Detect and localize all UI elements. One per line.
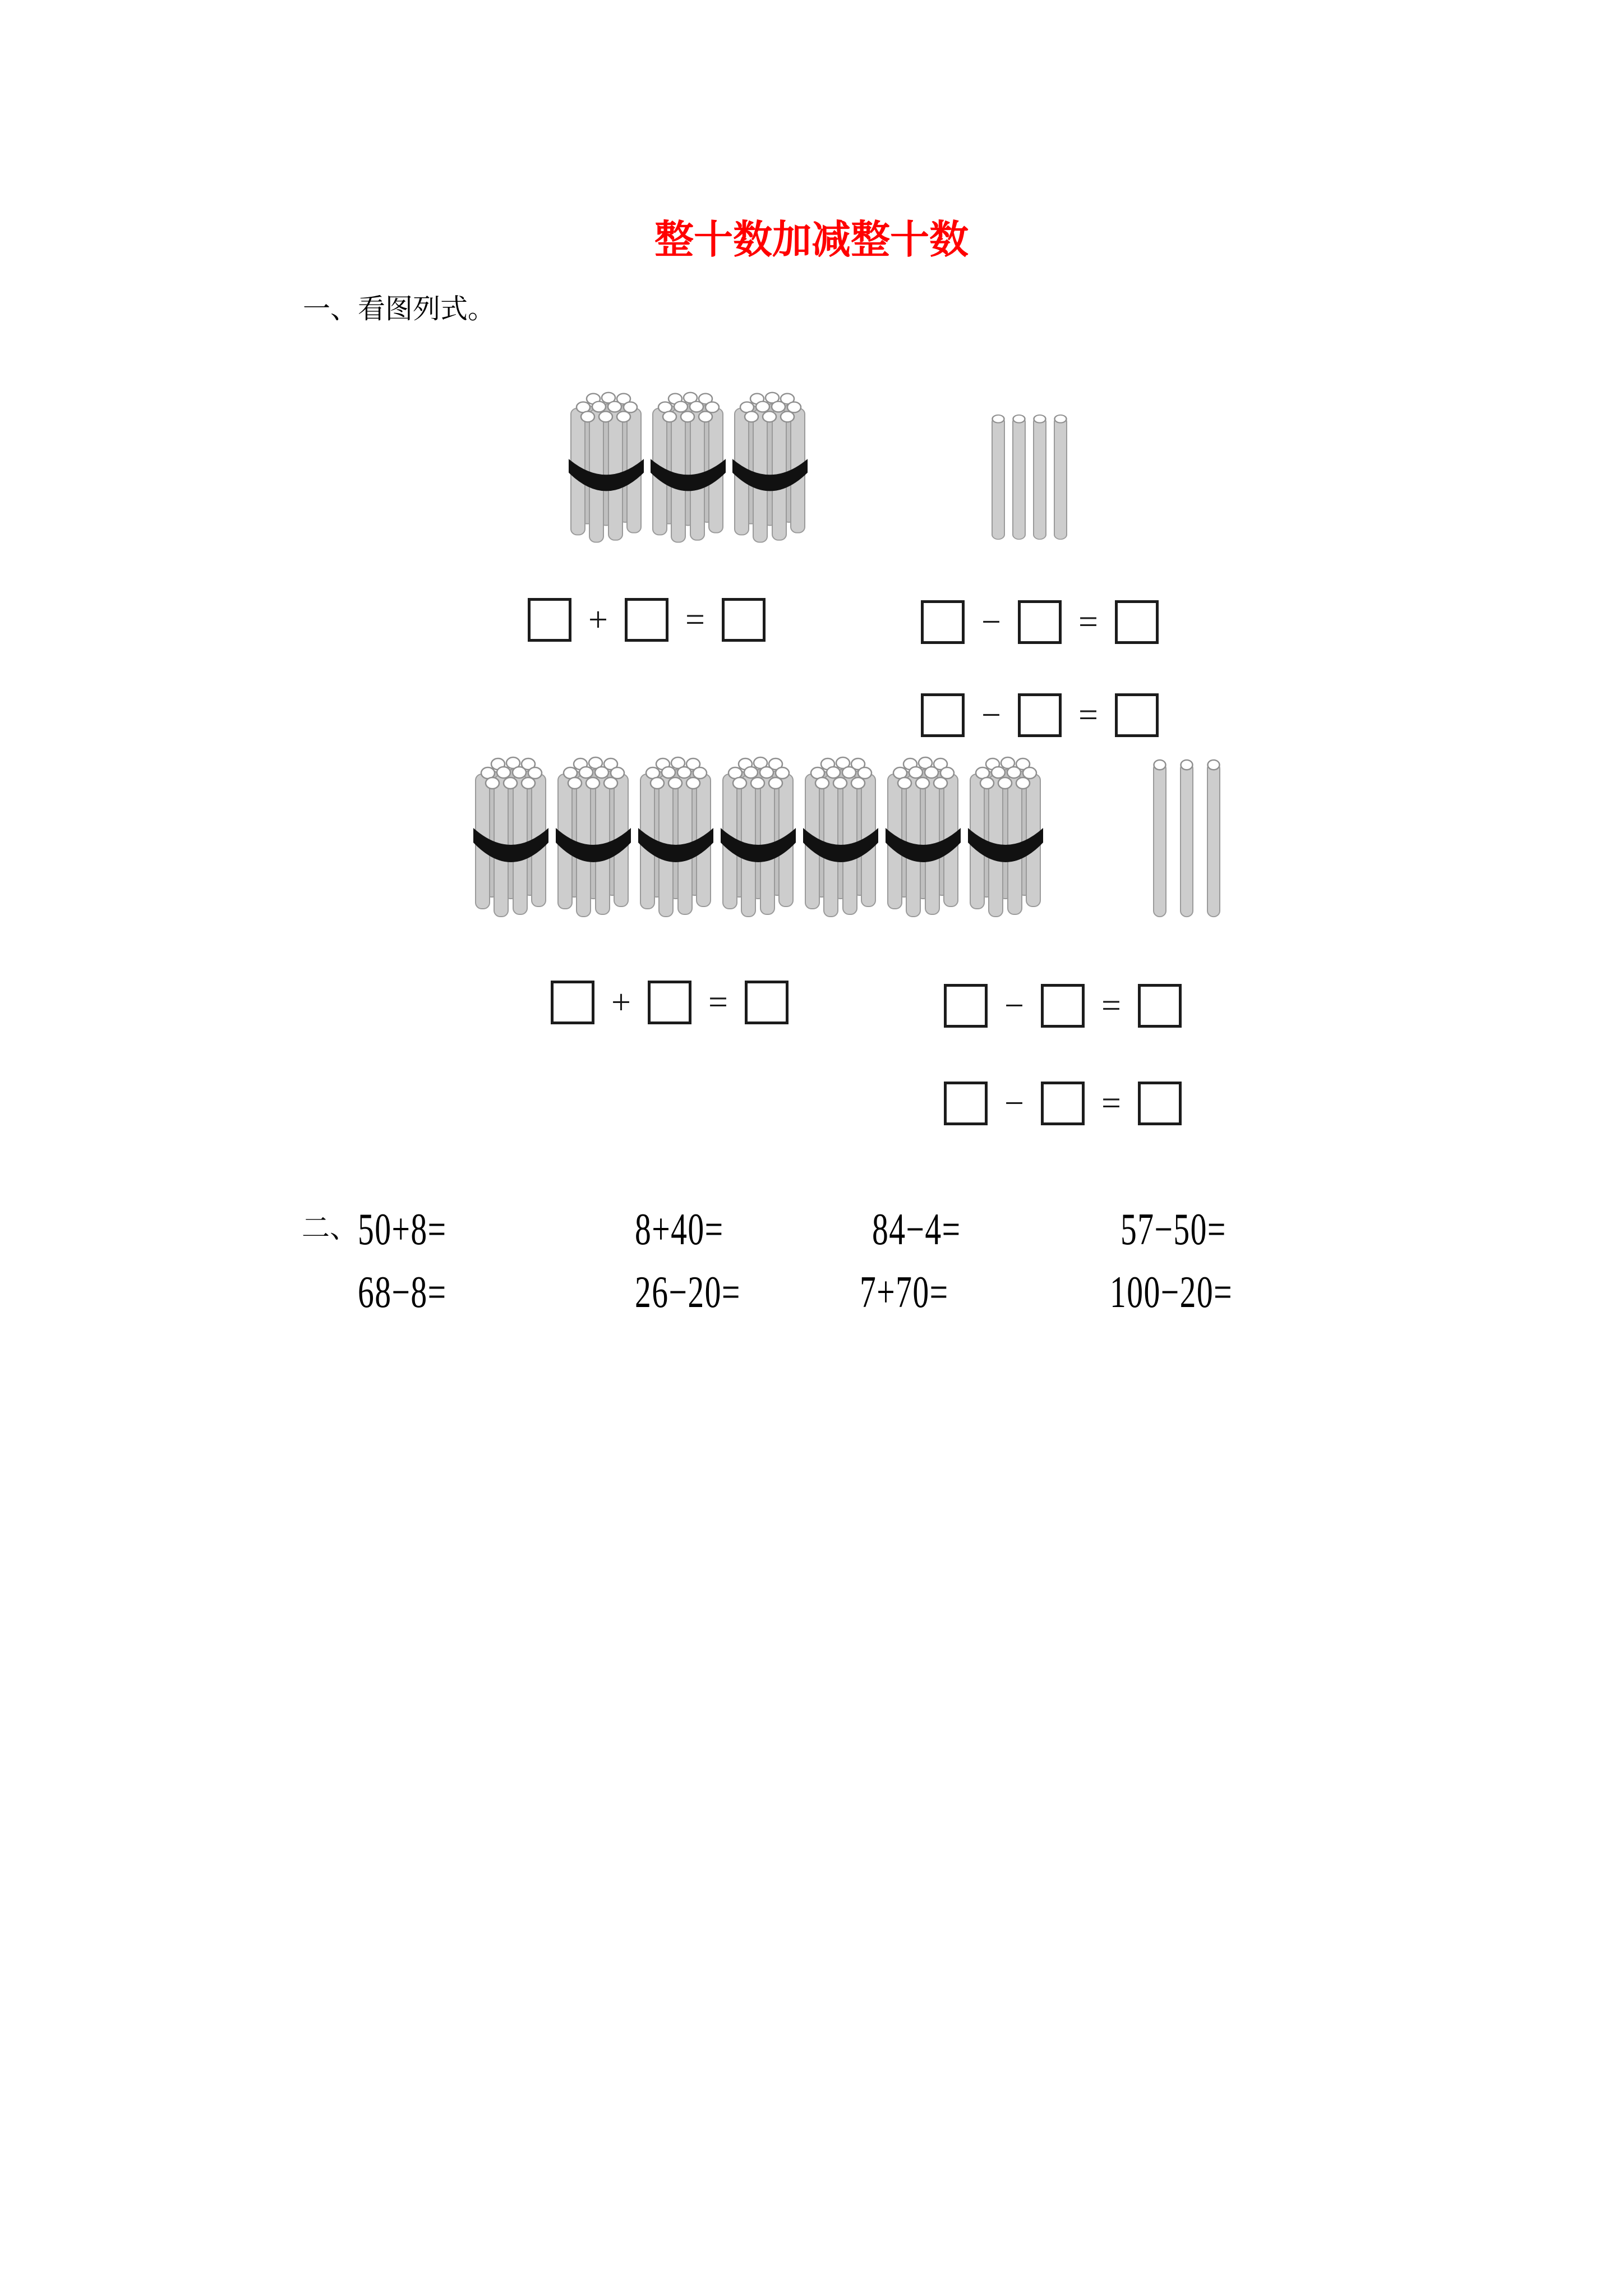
section-one-heading: 一、看图列式。 [303,293,496,324]
math-problem: 84−4= [872,1205,961,1254]
single-stick-icon [990,413,1006,542]
minus-operator: − [1004,1084,1024,1122]
equals-operator: = [685,601,705,639]
single-stick-icon [1179,757,1195,920]
single-stick-icon [1032,413,1048,542]
answer-box[interactable] [1041,984,1085,1028]
single-stick-icon [1053,413,1068,542]
stick-bundle-icon [649,389,727,547]
equation-1-addition [528,598,766,642]
single-stick-icon [1011,413,1027,542]
section-two-label: 二、 [302,1212,358,1244]
minus-operator: − [981,603,1001,641]
answer-box[interactable] [648,981,691,1024]
stick-bundles-group-1 [568,389,809,547]
stick-bundles-group-2 [472,754,1044,922]
answer-box[interactable] [1115,600,1159,644]
single-sticks-group-2 [1152,757,1221,920]
answer-box[interactable] [921,693,965,737]
equation-4-addition [551,981,789,1024]
answer-box[interactable] [944,1082,988,1125]
stick-bundle-icon [472,754,550,922]
equation-6-subtraction [944,1082,1182,1125]
answer-box[interactable] [1138,1082,1182,1125]
equation-5-subtraction [944,984,1182,1028]
single-stick-icon [1152,757,1168,920]
stick-bundle-icon [884,754,962,922]
minus-operator: − [1004,987,1024,1025]
page-title: 整十数加减整十数 [654,219,969,262]
stick-bundle-icon [555,754,632,922]
plus-operator: + [611,983,631,1022]
equals-operator: = [708,983,728,1022]
math-problem: 68−8= [358,1268,447,1317]
stick-bundle-icon [967,754,1044,922]
stick-bundle-icon [568,389,645,547]
math-problem: 50+8= [358,1205,447,1254]
math-problem: 8+40= [635,1205,724,1254]
math-problem: 100−20= [1110,1268,1233,1317]
answer-box[interactable] [1018,693,1062,737]
answer-box[interactable] [1138,984,1182,1028]
math-problem: 7+70= [860,1268,949,1317]
single-stick-icon [1206,757,1221,920]
answer-box[interactable] [944,984,988,1028]
stick-bundle-icon [731,389,809,547]
stick-bundle-icon [802,754,879,922]
equation-3-subtraction [921,693,1159,737]
plus-operator: + [588,601,608,639]
equation-2-subtraction [921,600,1159,644]
answer-box[interactable] [1041,1082,1085,1125]
stick-bundle-icon [637,754,714,922]
answer-box[interactable] [1018,600,1062,644]
answer-box[interactable] [1115,693,1159,737]
equals-operator: = [1101,1084,1121,1122]
answer-box[interactable] [528,598,571,642]
equals-operator: = [1101,987,1121,1025]
answer-box[interactable] [722,598,766,642]
math-problem: 26−20= [635,1268,741,1317]
answer-box[interactable] [745,981,789,1024]
answer-box[interactable] [921,600,965,644]
answer-box[interactable] [625,598,668,642]
math-problem: 57−50= [1121,1205,1227,1254]
stick-bundle-icon [720,754,797,922]
equals-operator: = [1078,696,1098,734]
answer-box[interactable] [551,981,594,1024]
equals-operator: = [1078,603,1098,641]
minus-operator: − [981,696,1001,734]
single-sticks-group-1 [990,413,1068,542]
